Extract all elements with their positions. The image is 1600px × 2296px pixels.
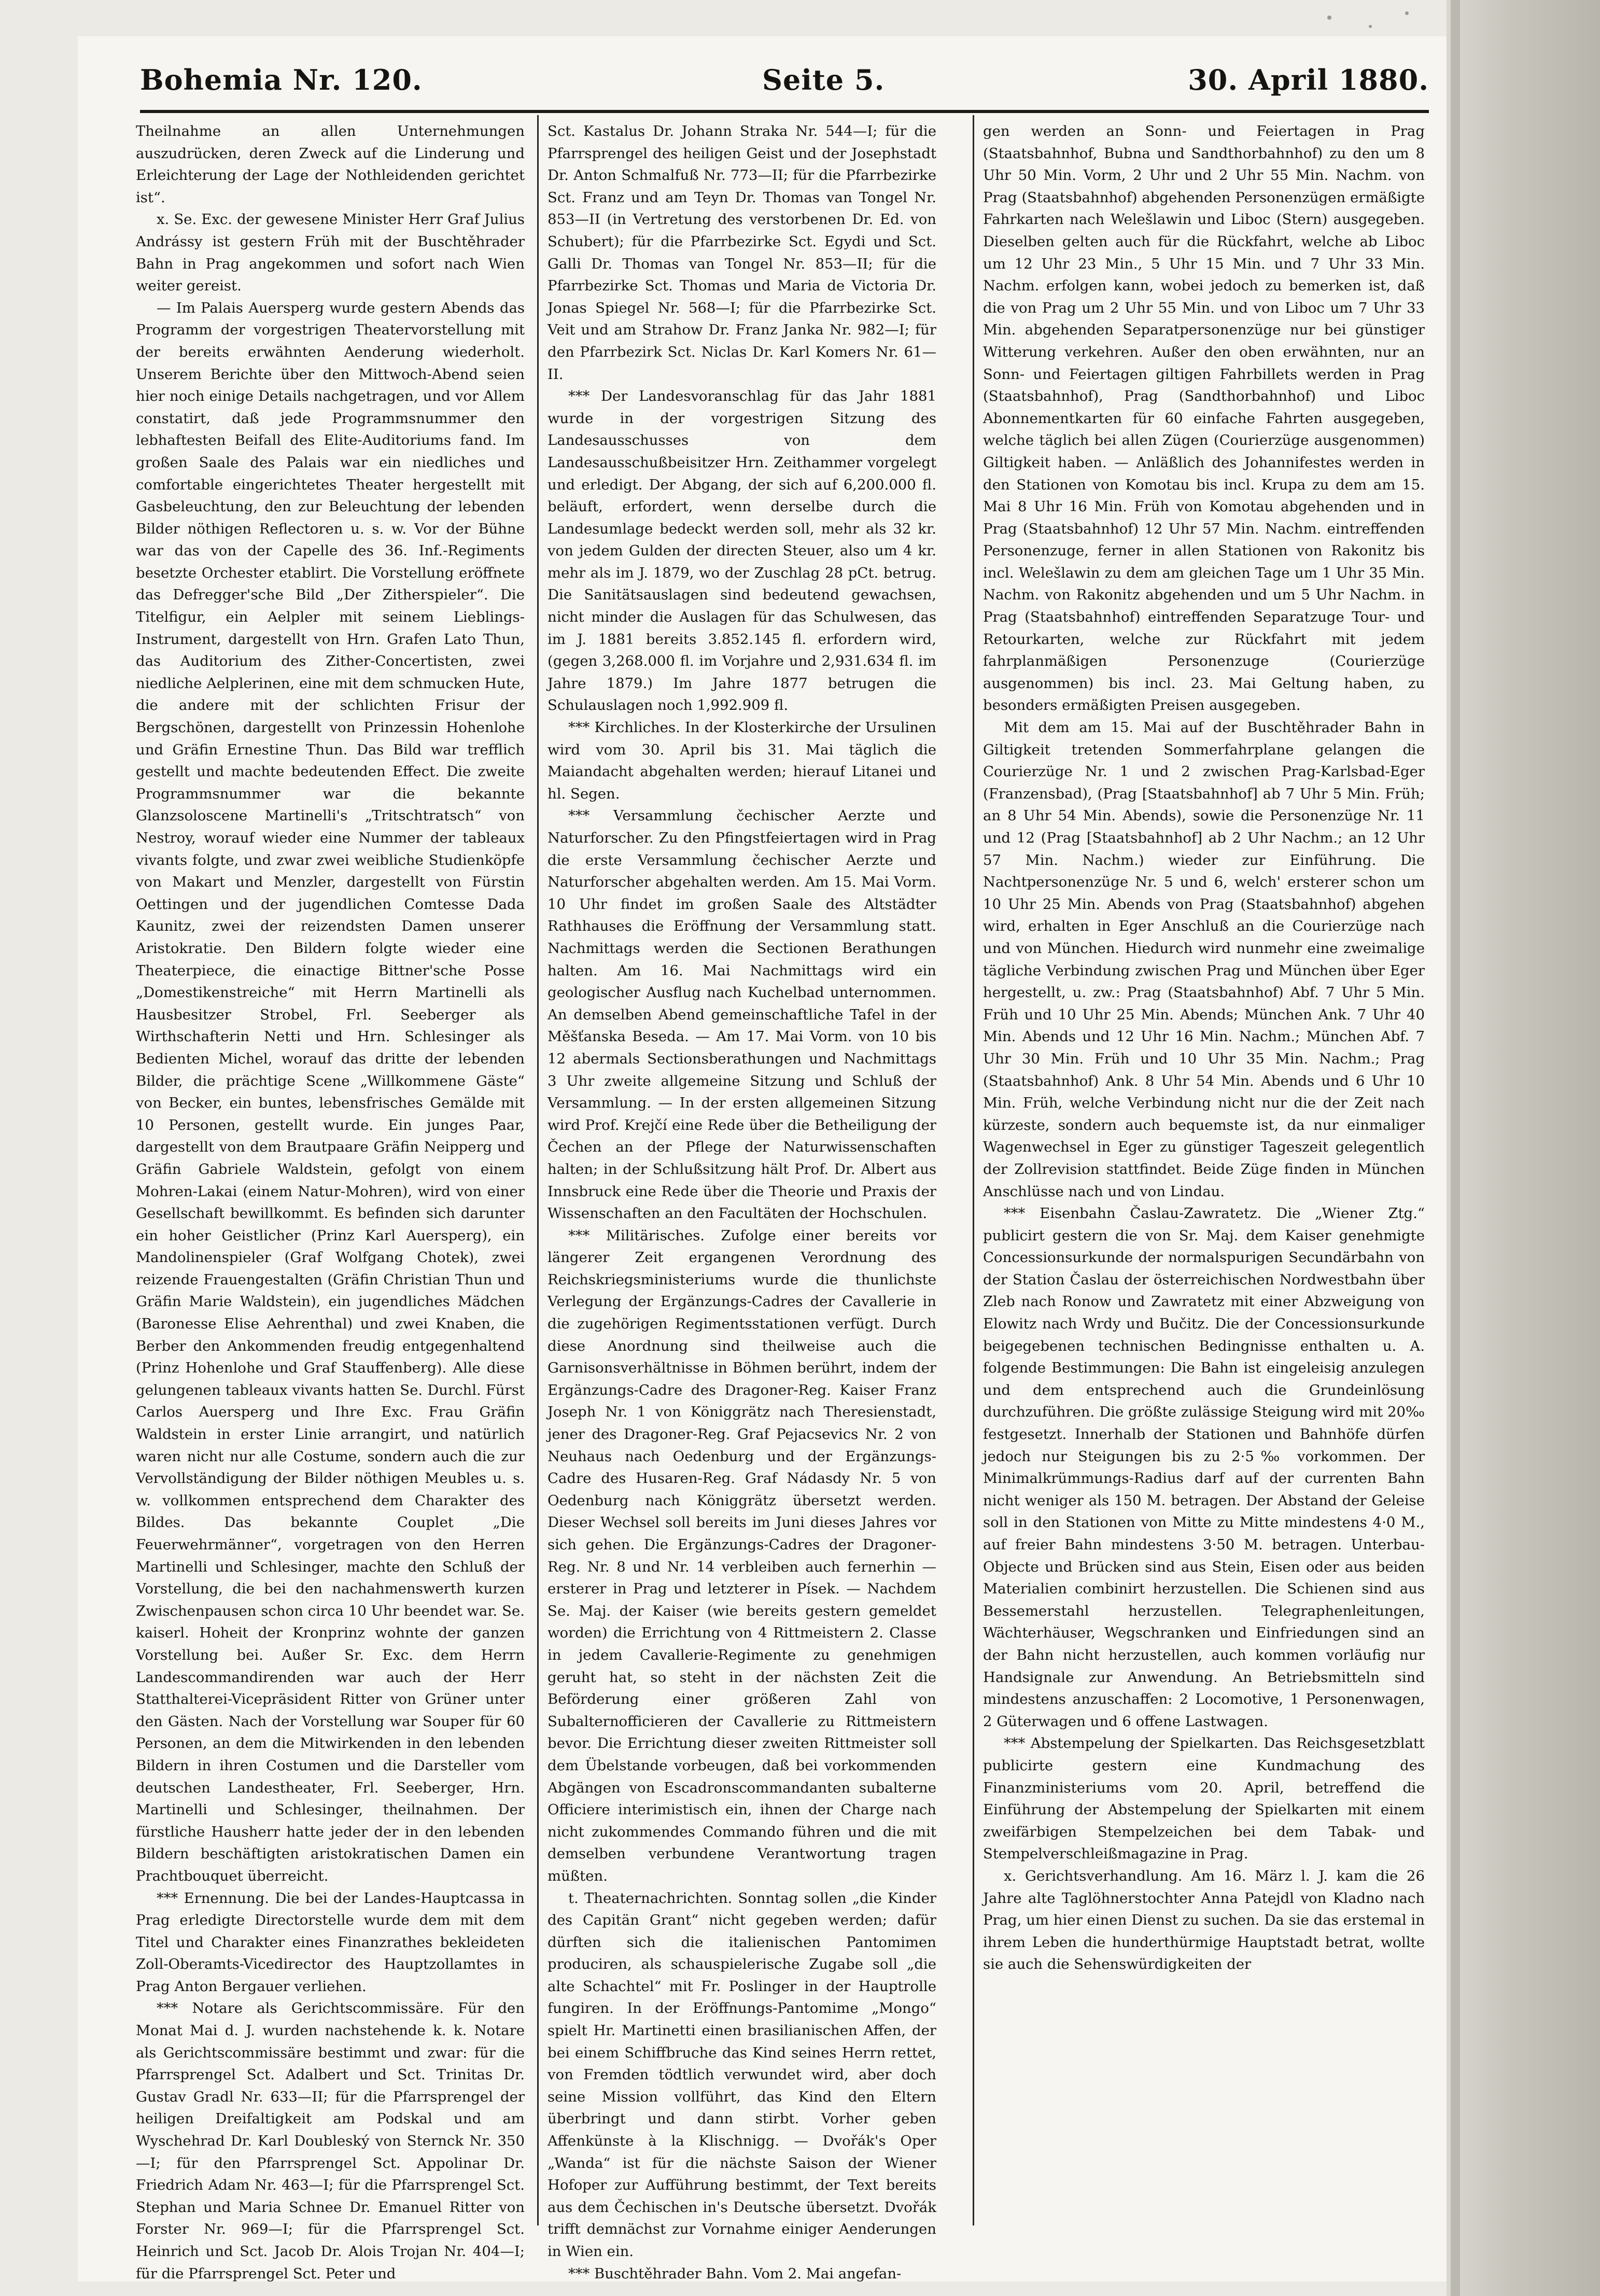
article-paragraph: t. Theaternachrichten. Sonntag sollen „die Kinder des Capitän Grant“ nicht gegeben werden; dafür dürften sich die italienischen Pantomimen produciren, als schauspielerische Zugabe soll „die alte Schachtel“ mit Fr. Poslinger in der Hauptrolle fungiren. In der Eröffnungs-Pantomime „Mongo“ spielt Hr. Martinetti einen brasilianischen Affen, der bei einem Schiffbruche das Kind seines Herrn rettet, von Fremden tödtlich verwundet wird, aber doch seine Mission vollführt, das Kind den Eltern überbringt und dann stirbt. Vorher geben Affenkünste à la Klischnigg. — Dvořák's Oper „Wanda“ ist für die nächste Saison der Wiener Hofoper zur Aufführung bestimmt, der Text bereits aus dem Čechischen in's Deutsche übersetzt. Dvořák trifft demnächst zur Vornahme einiger Aenderungen in Wien ein.: [548, 1889, 936, 2260]
article-paragraph: Theilnahme an allen Unternehmungen auszudrücken, deren Zweck auf die Linderung und Erleichterung der Lage der Nothleidenden gerichtet ist“.: [136, 123, 525, 206]
masthead: [140, 58, 1429, 113]
masthead-page-number: Seite 5.: [762, 63, 885, 96]
masthead-date: 30. April 1880.: [1188, 63, 1429, 96]
article-paragraph: x. Se. Exc. der gewesene Minister Herr Graf Julius Andrássy ist gestern Früh mit der Buschtěhrader Bahn in Prag angekommen und sofort nach Wien weiter gereist.: [136, 211, 525, 295]
article-paragraph: *** Der Landesvoranschlag für das Jahr 1881 wurde in der vorgestrigen Sitzung des Landesausschusses von dem Landesausschußbeisitzer Hrn. Zeithammer vorgelegt und erledigt. Der Abgang, der sich auf 6,200.000 fl. beläuft, erfordert, wenn derselbe durch die Landesumlage bedeckt werden soll, mehr als 32 kr. von jedem Gulden der directen Steuer, also um 4 kr. mehr als im J. 1879, wo der Zuschlag 28 pCt. betrug. Die Sanitätsauslagen sind bedeutend gewachsen, nicht minder die Auslagen für das Schulwesen, das im J. 1881 bereits 3.852.145 fl. erfordern wird, (gegen 3,268.000 fl. im Vorjahre und 2,931.634 fl. im Jahre 1879.) Im Jahre 1877 betrugen die Schulauslagen noch 1,992.909 fl.: [548, 388, 936, 714]
scan-edge: [1447, 0, 1600, 2296]
column-3: [983, 120, 1425, 2231]
article-paragraph: Mit dem am 15. Mai auf der Buschtěhrader Bahn in Giltigkeit tretenden Sommerfahrplane gelangen die Courierzüge Nr. 1 und 2 zwischen Prag-Karlsbad-Eger (Franzensbad), (Prag [Staatsbahnhof] ab 7 Uhr 5 Min. Früh; an 8 Uhr 54 Min. Abends), sowie die Personenzüge Nr. 11 und 12 (Prag [Staatsbahnhof] ab 2 Uhr Nachm.; an 12 Uhr 57 Min. Nachm.) wieder zur Einführung. Die Nachtpersonenzüge Nr. 5 und 6, welch' ersterer schon um 10 Uhr 25 Min. Abends von Prag (Staatsbahnhof) abgehen wird, erhalten in Eger Anschluß an die Courierzüge nach und von München. Hiedurch wird nunmehr eine zweimalige tägliche Verbindung zwischen Prag und München über Eger hergestellt, u. zw.: Prag (Staatsbahnhof) Abf. 7 Uhr 5 Min. Früh und 10 Uhr 25 Min. Abends; München Ank. 7 Uhr 40 Min. Abends und 12 Uhr 16 Min. Nachm.; München Abf. 7 Uhr 30 Min. Früh und 10 Uhr 35 Min. Nachm.; Prag (Staatsbahnhof) Ank. 8 Uhr 54 Min. Abends und 6 Uhr 10 Min. Früh, welche Verbindung nicht nur die der Zeit nach kürzeste, sondern auch bequemste ist, da nur einmaliger Wagenwechsel in Eger zu günstiger Tageszeit gelegentlich der Zollrevision stattfindet. Beide Züge finden in München Anschlüsse nach und von Lindau.: [983, 719, 1425, 1200]
article-paragraph: — Im Palais Auersperg wurde gestern Abends das Programm der vorgestrigen Theatervorstellung mit der bereits erwähnten Aenderung wiederholt. Unserem Berichte über den Mittwoch-Abend seien hier noch einige Details nachgetragen, und vor Allem constatirt, daß jede Programmsnummer den lebhaftesten Beifall des Elite-Auditoriums fand. Im großen Saale des Palais war ein niedliches und comfortable eingerichtetes Theater hergestellt mit Gasbeleuchtung, den zur Beleuchtung der lebenden Bilder nöthigen Reflectoren u. s. w. Vor der Bühne war das von der Capelle des 36. Inf.-Regiments besetzte Orchester etablirt. Die Vorstellung eröffnete das Defregger'sche Bild „Der Zitherspieler“. Die Titelfigur, ein Aelpler mit seinem Lieblings-Instrument, dargestellt von Hrn. Grafen Lato Thun, das Auditorium des Zither-Concertisten, zwei niedliche Aelplerinen, eine mit dem schmucken Hute, die andere mit der schlichten Frisur der Bergschönen, dargestellt von Prinzessin Hohenlohe und Gräfin Ernestine Thun. Das Bild war trefflich gestellt und machte bedeutenden Effect. Die zweite Programmsnummer war die bekannte Glanzsoloscene Martinelli's „Tritschtratsch“ von Nestroy, worauf wieder eine Nummer der tableaux vivants folgte, und zwar zwei weibliche Studienköpfe von Makart und Menzler, dargestellt von Fürstin Oettingen und der jugendlichen Comtesse Dada Kaunitz, zwei der reizendsten Damen unserer Aristokratie. Den Bildern folgte wieder eine Theaterpiece, die einactige Bittner'sche Posse „Domestikenstreiche“ mit Herrn Martinelli als Hausbesitzer Strobel, Frl. Seeberger als Wirthschafterin Netti und Hrn. Schlesinger als Bedienten Michel, worauf das dritte der lebenden Bilder, die prächtige Scene „Willkommene Gäste“ von Becker, ein buntes, lebensfrisches Gemälde mit 10 Personen, gestellt wurde. Ein junges Paar, dargestellt von dem Brautpaare Gräfin Neipperg und Gräfin Gabriele Waldstein, gefolgt von einem Mohren-Lakai (einem Natur-Mohren), wird von einer Gesellschaft bewillkommt. Es befinden sich darunter ein hoher Geistlicher (Prinz Karl Auersperg), ein Mandolinenspieler (Graf Wolfgang Chotek), zwei reizende Frauengestalten (Gräfin Christian Thun und Gräfin Marie Waldstein), ein jugendliches Mädchen (Baronesse Elise Aehrenthal) und zwei Knaben, die Berber den Ankommenden freudig entgegenhaltend (Prinz Hohenlohe und Graf Stauffenberg). Alle diese gelungenen tableaux vivants hatten Se. Durchl. Fürst Carlos Auersperg und Ihre Exc. Frau Gräfin Waldstein in erster Linie arrangirt, und natürlich waren nicht nur alle Costume, sondern auch die zur Vervollständigung der Bilder nöthigen Meubles u. s. w. vollkommen entsprechend dem Charakter des Bildes. Das bekannte Couplet „Die Feuerwehrmänner“, vorgetragen von den Herren Martinelli und Schlesinger, machte den Schluß der Vorstellung, die bei den nachahmenswerth kurzen Zwischenpausen schon circa 10 Uhr beendet war. Se. kaiserl. Hoheit der Kronprinz wohnte der ganzen Vorstellung bei. Außer Sr. Exc. dem Herrn Landescommandirenden war auch der Herr Statthalterei-Vicepräsident Ritter von Grüner unter den Gästen. Nach der Vorstellung war Souper für 60 Personen, an dem die Mitwirkenden in den lebenden Bildern in ihren Costumen und die Darsteller vom deutschen Landestheater, Frl. Seeberger, Hrn. Martinelli und Schlesinger, theilnahmen. Der fürstliche Hausherr hatte jeder der in den lebenden Bildern beschäftigten aristokratischen Damen ein Prachtbouquet überreicht.: [136, 299, 525, 1884]
article-paragraph: *** Ernennung. Die bei der Landes-Hauptcassa in Prag erledigte Directorstelle wurde dem mit dem Titel und Charakter eines Finanzrathes bekleideten Zoll-Oberamts-Vicedirector des Hauptzollamtes in Prag Anton Bergauer verliehen.: [136, 1889, 525, 1995]
masthead-paper-name: Bohemia Nr. 120.: [140, 63, 423, 96]
article-paragraph: *** Kirchliches. In der Klosterkirche der Ursulinen wird vom 30. April bis 31. Mai täglich die Maiandacht abgehalten werden; hierauf Litanei und hl. Segen.: [548, 719, 936, 802]
article-paragraph: gen werden an Sonn- und Feiertagen in Prag (Staatsbahnhof, Bubna und Sandthorbahnhof) zu den um 8 Uhr 50 Min. Vorm, 2 Uhr und 2 Uhr 55 Min. Nachm. von Prag (Staatsbahnhof) abgehenden Personenzügen ermäßigte Fahrkarten nach Welešlawin und Liboc (Stern) ausgegeben. Dieselben gelten auch für die Rückfahrt, welche ab Liboc um 12 Uhr 23 Min., 5 Uhr 15 Min. und 7 Uhr 33 Min. Nachm. erfolgen kann, wobei jedoch zu bemerken ist, daß die von Prag um 2 Uhr 55 Min. und von Liboc um 7 Uhr 33 Min. abgehenden Separatpersonenzüge nur bei günstiger Witterung verkehren. Außer den oben erwähnten, nur an Sonn- und Feiertagen giltigen Fahrbillets werden in Prag (Staatsbahnhof), Prag (Sandthorbahnhof) und Liboc Abonnementkarten für 60 einfache Fahrten ausgegeben, welche täglich bei allen Zügen (Courierzüge ausgenommen) Giltigkeit haben. — Anläßlich des Johannifestes werden in den Stationen von Komotau bis incl. Krupa zu dem am 15. Mai 8 Uhr 16 Min. Früh von Komotau abgehenden und in Prag (Staatsbahnhof) 12 Uhr 57 Min. Nachm. eintreffenden Personenzuge, ferner in allen Stationen von Rakonitz bis incl. Welešlawin zu dem am gleichen Tage um 1 Uhr 35 Min. Nachm. von Rakonitz abgehenden und um 5 Uhr Nachm. in Prag (Staatsbahnhof) eintreffenden Separatzuge Tour- und Retourkarten, welche zur Rückfahrt mit jedem fahrplanmäßigen Personenzuge (Courierzüge ausgenommen) bis incl. 23. Mai Geltung haben, zu besonders ermäßigten Preisen ausgegeben.: [983, 123, 1425, 714]
scan-speck: [1369, 25, 1372, 28]
column-rule-1: [537, 115, 539, 2225]
article-paragraph: *** Militärisches. Zufolge einer bereits vor längerer Zeit ergangenen Verordnung des Reichskriegsministeriums wurde die thunlichste Verlegung der Ergänzungs-Cadres der Cavallerie in die zugehörigen Regimentsstationen verfügt. Durch diese Anordnung sind theilweise auch die Garnisonsverhältnisse in Böhmen berührt, indem der Ergänzungs-Cadre des Dragoner-Reg. Kaiser Franz Joseph Nr. 1 von Königgrätz nach Theresienstadt, jener des Dragoner-Reg. Graf Pejacsevics Nr. 2 von Neuhaus nach Oedenburg und der Ergänzungs-Cadre des Husaren-Reg. Graf Nádasdy Nr. 5 von Oedenburg nach Königgrätz übersetzt werden. Dieser Wechsel soll bereits im Juni dieses Jahres vor sich gehen. Die Ergänzungs-Cadres der Dragoner-Reg. Nr. 8 und Nr. 14 verbleiben auch fernerhin — ersterer in Prag und letzterer in Písek. — Nachdem Se. Maj. der Kaiser (wie bereits gestern gemeldet worden) die Errichtung von 4 Rittmeistern 2. Classe in jedem Cavallerie-Regimente zu genehmigen geruht hat, so steht in der nächsten Zeit die Beförderung einer größeren Zahl von Subalternofficieren der Cavallerie zu Rittmeistern bevor. Die Errichtung dieser zweiten Rittmeister soll dem Übelstande vorbeugen, daß bei vorkommenden Abgängen von Escadronscommandanten subalterne Officiere interimistisch ein, ihnen der Charge nach nicht zukommendes Commando führen und die mit demselben verbundene Verantwortung tragen müßten.: [548, 1227, 936, 1884]
column-rule-2: [973, 115, 974, 2225]
article-paragraph: Sct. Kastalus Dr. Johann Straka Nr. 544—I; für die Pfarrsprengel des heiligen Geist und der Josephstadt Dr. Anton Schmalfuß Nr. 773—II; für die Pfarrbezirke Sct. Franz und am Teyn Dr. Thomas van Tongel Nr. 853—II (in Vertretung des verstorbenen Dr. Ed. von Schubert); für die Pfarrbezirke Sct. Egydi und Sct. Galli Dr. Thomas van Tongel Nr. 853—II; für die Pfarrbezirke Sct. Thomas und Maria de Victoria Dr. Jonas Spiegel Nr. 568—I; für die Pfarrbezirke Sct. Veit und am Strahow Dr. Franz Janka Nr. 982—I; für den Pfarrbezirk Sct. Niclas Dr. Karl Komers Nr. 61—II.: [548, 123, 936, 383]
article-paragraph: *** Notare als Gerichtscommissäre. Für den Monat Mai d. J. wurden nachstehende k. k. Notare als Gerichtscommissäre bestimmt und zwar: für die Pfarrsprengel Sct. Adalbert und Sct. Trinitas Dr. Gustav Gradl Nr. 633—II; für die Pfarrsprengel der heiligen Dreifaltigkeit am Podskal und am Wyschehrad Dr. Karl Doubleský von Sternck Nr. 350—I; für den Pfarrsprengel Sct. Appolinar Dr. Friedrich Adam Nr. 463—I; für die Pfarrsprengel Sct. Stephan und Maria Schnee Dr. Emanuel Ritter von Forster Nr. 969—I; für die Pfarrsprengel Sct. Heinrich und Sct. Jacob Dr. Alois Trojan Nr. 404—I; für die Pfarrsprengel Sct. Peter und: [136, 2000, 525, 2282]
article-paragraph: *** Buschtěhrader Bahn. Vom 2. Mai angefan-: [568, 2265, 902, 2282]
article-paragraph: *** Abstempelung der Spielkarten. Das Reichsgesetzblatt publicirte gestern eine Kundmachung des Finanzministeriums vom 20. April, betreffend die Einführung der Abstempelung der Spielkarten mit einem zweifärbigen Stempelzeichen bei dem Tabak- und Stempelverschleißmagazine in Prag.: [983, 1735, 1425, 1863]
scan-speck: [1327, 16, 1331, 20]
scan-speck: [1405, 11, 1409, 15]
article-paragraph: x. Gerichtsverhandlung. Am 16. März l. J. kam die 26 Jahre alte Taglöhnerstochter Anna Patejdl von Kladno nach Prag, um hier einen Dienst zu suchen. Da sie das erstemal in ihrem Leben die hunderthürmige Hauptstadt betrat, wollte sie auch die Sehenswürdigkeiten der: [983, 1867, 1425, 1973]
article-paragraph: *** Versammlung čechischer Aerzte und Naturforscher. Zu den Pfingstfeiertagen wird in Prag die erste Versammlung čechischer Aerzte und Naturforscher abgehalten werden. Am 15. Mai Vorm. 10 Uhr findet im großen Saale des Altstädter Rathhauses die Eröffnung der Versammlung statt. Nachmittags werden die Sectionen Berathungen halten. Am 16. Mai Nachmittags wird ein geologischer Ausflug nach Kuchelbad unternommen. An demselben Abend gemeinschaftliche Tafel in der Měšťanska Beseda. — Am 17. Mai Vorm. von 10 bis 12 abermals Sectionsberathungen und Nachmittags 3 Uhr zweite allgemeine Sitzung und Schluß der Versammlung. — In der ersten allgemeinen Sitzung wird Prof. Krejčí eine Rede über die Betheiligung der Čechen an der Pflege der Naturwissenschaften halten; in der Schlußsitzung hält Prof. Dr. Albert aus Innsbruck eine Rede über die Theorie und Praxis der Wissenschaften an den Facultäten der Hochschulen.: [548, 807, 936, 1222]
column-2: [548, 120, 936, 2282]
article-paragraph: *** Eisenbahn Časlau-Zawratetz. Die „Wiener Ztg.“ publicirt gestern die von Sr. Maj. dem Kaiser genehmigte Concessionsurkunde der normalspurigen Secundärbahn von der Station Časlau der österreichischen Nordwestbahn über Zleb nach Ronow und Zawratetz mit einer Abzweigung von Elowitz nach Wrdy und Bučitz. Die der Concessionsurkunde beigegebenen technischen Bedingnisse enthalten u. A. folgende Bestimmungen: Die Bahn ist eingeleisig anzulegen und dem entsprechend auch die Grundeinlösung durchzuführen. Die größte zulässige Steigung wird mit 20‰ festgesetzt. Innerhalb der Stationen und Bahnhöfe dürfen jedoch nur Steigungen bis zu 2·5‰ vorkommen. Der Minimalkrümmungs-Radius darf auf der currenten Bahn nicht weniger als 150 M. betragen. Der Abstand der Geleise soll in den Stationen von Mitte zu Mitte mindestens 4·0 M., auf freier Bahn mindestens 3·50 M. betragen. Unterbau-Objecte und Brücken sind aus Stein, Eisen oder aus beiden Materialien combinirt herzustellen. Die Schienen sind aus Bessemerstahl herzustellen. Telegraphenleitungen, Wächterhäuser, Wegschranken und Einfriedungen sind an der Bahn nicht herzustellen, auch kommen vorläufig nur Handsignale zur Anwendung. An Betriebsmitteln sind mindestens anzuschaffen: 2 Locomotive, 1 Personenwagen, 2 Güterwagen und 6 offene Lastwagen.: [983, 1205, 1425, 1730]
column-1: [136, 120, 525, 2282]
